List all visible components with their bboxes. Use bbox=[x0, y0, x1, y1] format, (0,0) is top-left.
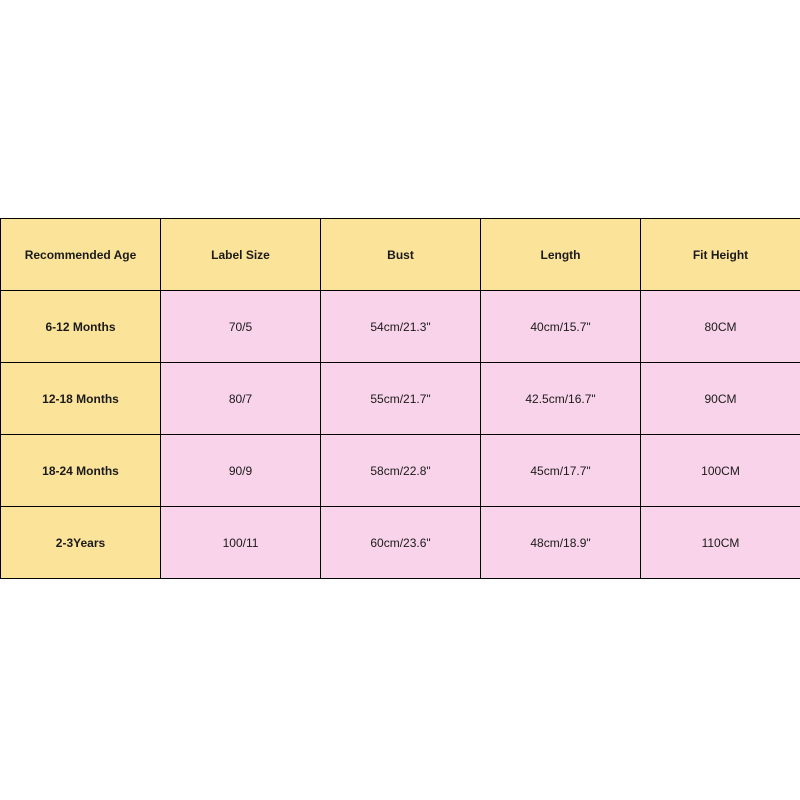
bust-cell: 54cm/21.3" bbox=[321, 291, 481, 363]
header-recommended-age: Recommended Age bbox=[1, 219, 161, 291]
table-row bbox=[1, 507, 800, 579]
length-cell: 42.5cm/16.7" bbox=[481, 363, 641, 435]
table-row bbox=[1, 363, 800, 435]
label-size-cell: 90/9 bbox=[161, 435, 321, 507]
table-row bbox=[1, 291, 800, 363]
fit-height-cell: 110CM bbox=[641, 507, 800, 579]
age-cell: 6-12 Months bbox=[1, 291, 161, 363]
length-cell: 48cm/18.9" bbox=[481, 507, 641, 579]
age-cell: 18-24 Months bbox=[1, 435, 161, 507]
label-size-cell: 80/7 bbox=[161, 363, 321, 435]
bust-cell: 58cm/22.8" bbox=[321, 435, 481, 507]
table-row bbox=[1, 435, 800, 507]
age-cell: 2-3Years bbox=[1, 507, 161, 579]
fit-height-cell: 80CM bbox=[641, 291, 800, 363]
bust-cell: 55cm/21.7" bbox=[321, 363, 481, 435]
label-size-cell: 70/5 bbox=[161, 291, 321, 363]
fit-height-cell: 100CM bbox=[641, 435, 800, 507]
length-cell: 40cm/15.7" bbox=[481, 291, 641, 363]
header-label-size: Label Size bbox=[161, 219, 321, 291]
size-chart-table bbox=[0, 218, 800, 579]
bust-cell: 60cm/23.6" bbox=[321, 507, 481, 579]
header-length: Length bbox=[481, 219, 641, 291]
age-cell: 12-18 Months bbox=[1, 363, 161, 435]
table-header-row bbox=[1, 219, 800, 291]
length-cell: 45cm/17.7" bbox=[481, 435, 641, 507]
header-bust: Bust bbox=[321, 219, 481, 291]
label-size-cell: 100/11 bbox=[161, 507, 321, 579]
fit-height-cell: 90CM bbox=[641, 363, 800, 435]
header-fit-height: Fit Height bbox=[641, 219, 800, 291]
